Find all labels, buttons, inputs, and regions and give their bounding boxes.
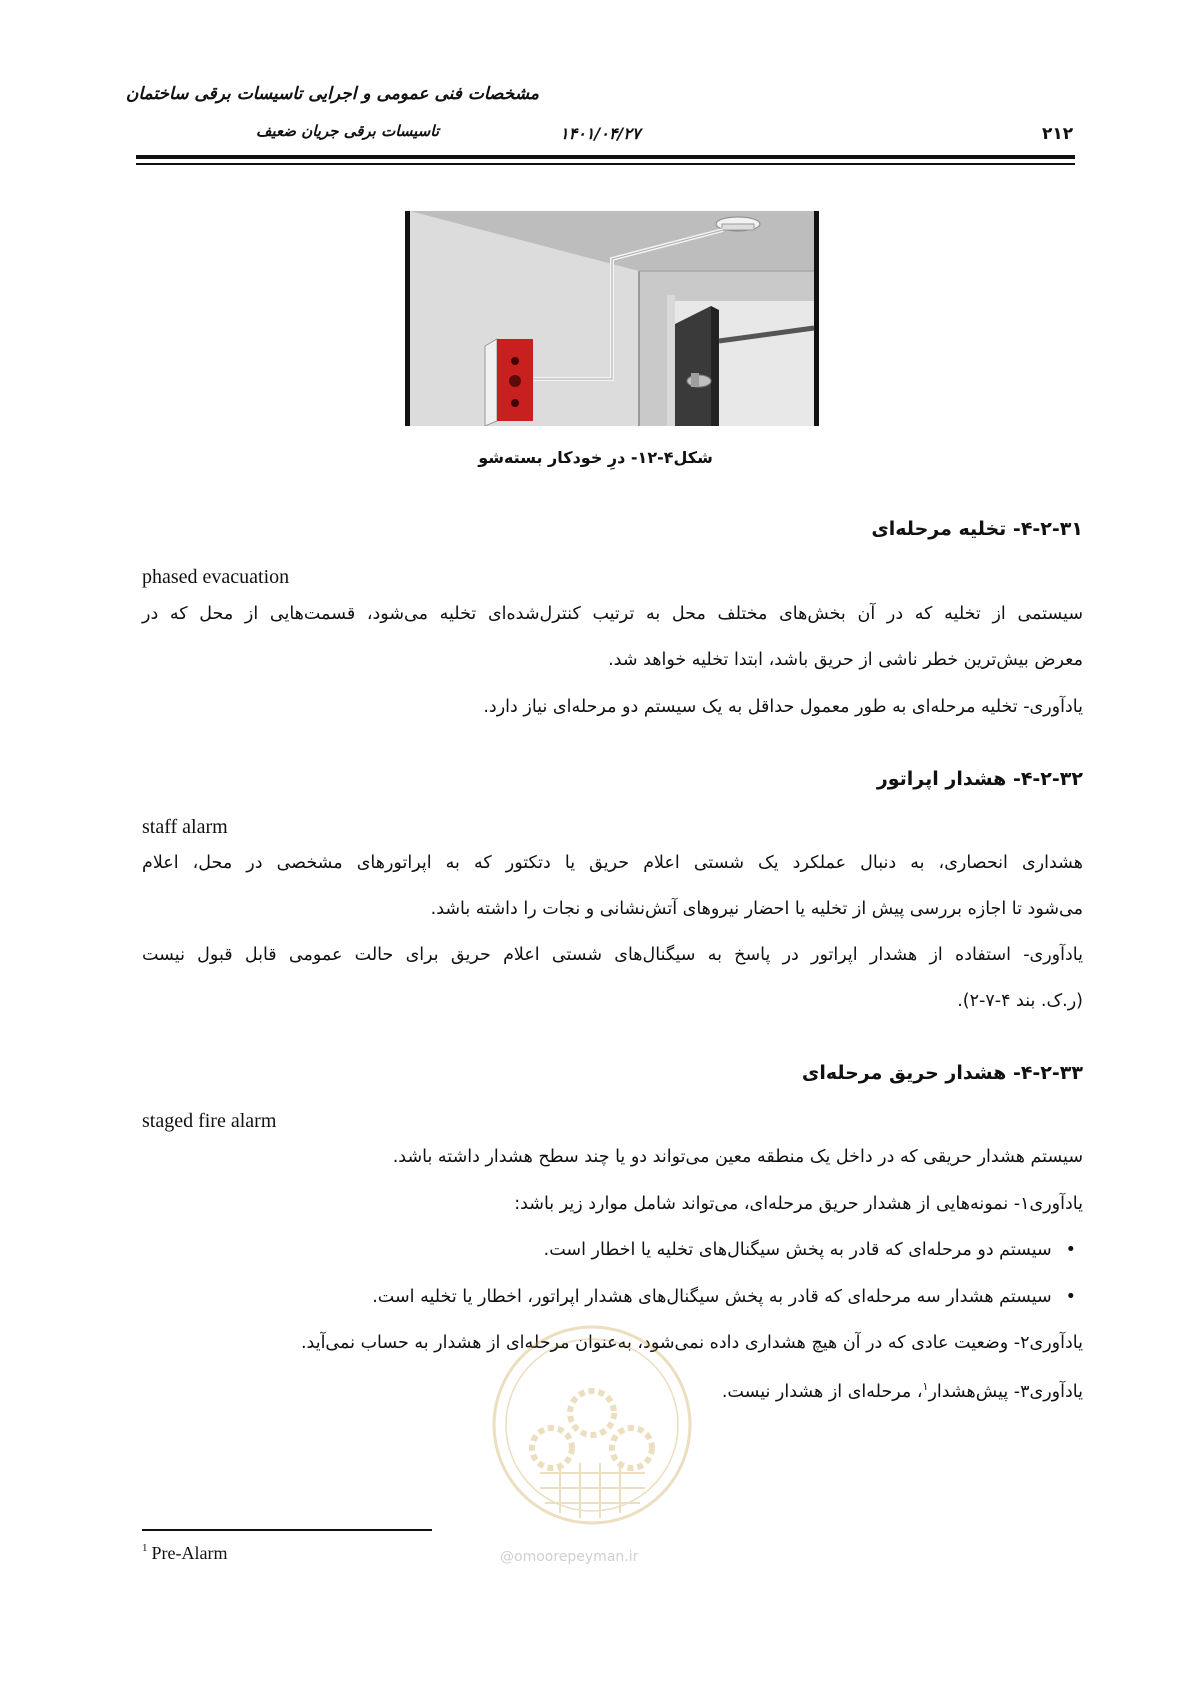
paragraph-line: هشداری انحصاری، به دنبال عملکرد یک شستی اعلام حریق یا دتکتور که به اپراتورهای مشخصی در محل، اعلام [142, 853, 1083, 873]
note-text: یادآوری۳- پیش‌هشدار [928, 1381, 1083, 1402]
english-term-31: phased evacuation [142, 566, 290, 588]
section-heading-31: ۴-۲-۳۱- تخلیه مرحله‌ای [871, 518, 1083, 540]
figure-caption: شکل۴-۱۲- درِ خودکار بسته‌شو [478, 448, 713, 467]
page-number: ۲۱۲ [1042, 124, 1074, 144]
note-text: ، مرحله‌ای از هشدار نیست. [721, 1381, 923, 1402]
paragraph-line: معرض بیش‌ترین خطر ناشی از حریق باشد، ابتدا تخلیه خواهد شد. [608, 650, 1083, 670]
document-title: مشخصات فنی عمومی و اجرایی تاسیسات برقی ساختمان [125, 84, 539, 104]
footnote-reference[interactable]: ۱ [922, 1380, 929, 1393]
paragraph-line: سیستم هشدار حریقی که در داخل یک منطقه معین می‌تواند دو یا چند سطح هشدار داشته باشد. [392, 1147, 1083, 1167]
footnote [142, 1542, 227, 1564]
paragraph-line: سیستمی از تخلیه که در آن بخش‌های مختلف محل به ترتیب کنترل‌شده‌ای تخلیه می‌شود، قسمت‌هایی از محل که در [142, 604, 1083, 624]
section-heading-33: ۴-۲-۳۳- هشدار حریق مرحله‌ای [801, 1062, 1083, 1084]
english-term-33: staged fire alarm [142, 1110, 277, 1132]
footnote-number: 1 [142, 1542, 148, 1554]
header-rule-thin [136, 163, 1075, 165]
footnote-rule [142, 1529, 432, 1531]
note-line: یادآوری۱- نمونه‌هایی از هشدار حریق مرحله‌ای، می‌تواند شامل موارد زیر باشد: [514, 1194, 1083, 1214]
note-line: یادآوری- تخلیه مرحله‌ای به طور معمول حداقل به یک سیستم دو مرحله‌ای نیاز دارد. [483, 697, 1083, 717]
watermark-logo [490, 1313, 695, 1538]
watermark-url: @omoorepeyman.ir [500, 1549, 639, 1565]
document-date: ۱۴۰۱/۰۴/۲۷ [560, 124, 641, 143]
paragraph-line: می‌شود تا اجازه بررسی پیش از تخلیه یا احضار نیروهای آتش‌نشانی و نجات را داشته باشد. [430, 899, 1083, 919]
footnote-text: Pre-Alarm [151, 1543, 228, 1563]
chapter-subtitle: تاسیسات برقی جریان ضعیف [255, 122, 439, 140]
door-closer-illustration [405, 211, 819, 426]
bullet-item: • سیستم هشدار سه مرحله‌ای که قادر به پخش سیگنال‌های هشدار اپراتور، اخطار یا تخلیه است. [372, 1287, 1076, 1307]
english-term-32: staff alarm [142, 816, 228, 838]
note-line: (ر.ک. بند ۴-۷-۲). [957, 991, 1083, 1011]
section-heading-32: ۴-۲-۳۲- هشدار اپراتور [876, 768, 1083, 790]
bullet-item: • سیستم دو مرحله‌ای که قادر به پخش سیگنال‌های تخلیه یا اخطار است. [544, 1240, 1076, 1260]
note-line: یادآوری- استفاده از هشدار اپراتور در پاسخ به سیگنال‌های شستی اعلام حریق برای حالت عمومی قابل قبول نیست [142, 945, 1083, 965]
header-rule-thick [136, 155, 1075, 159]
note-line: یادآوری۲- وضعیت عادی که در آن هیچ هشداری داده نمی‌شود، به‌عنوان مرحله‌ای از هشدار به حساب نمی‌آید. [300, 1333, 1083, 1353]
note-line [722, 1380, 1083, 1402]
